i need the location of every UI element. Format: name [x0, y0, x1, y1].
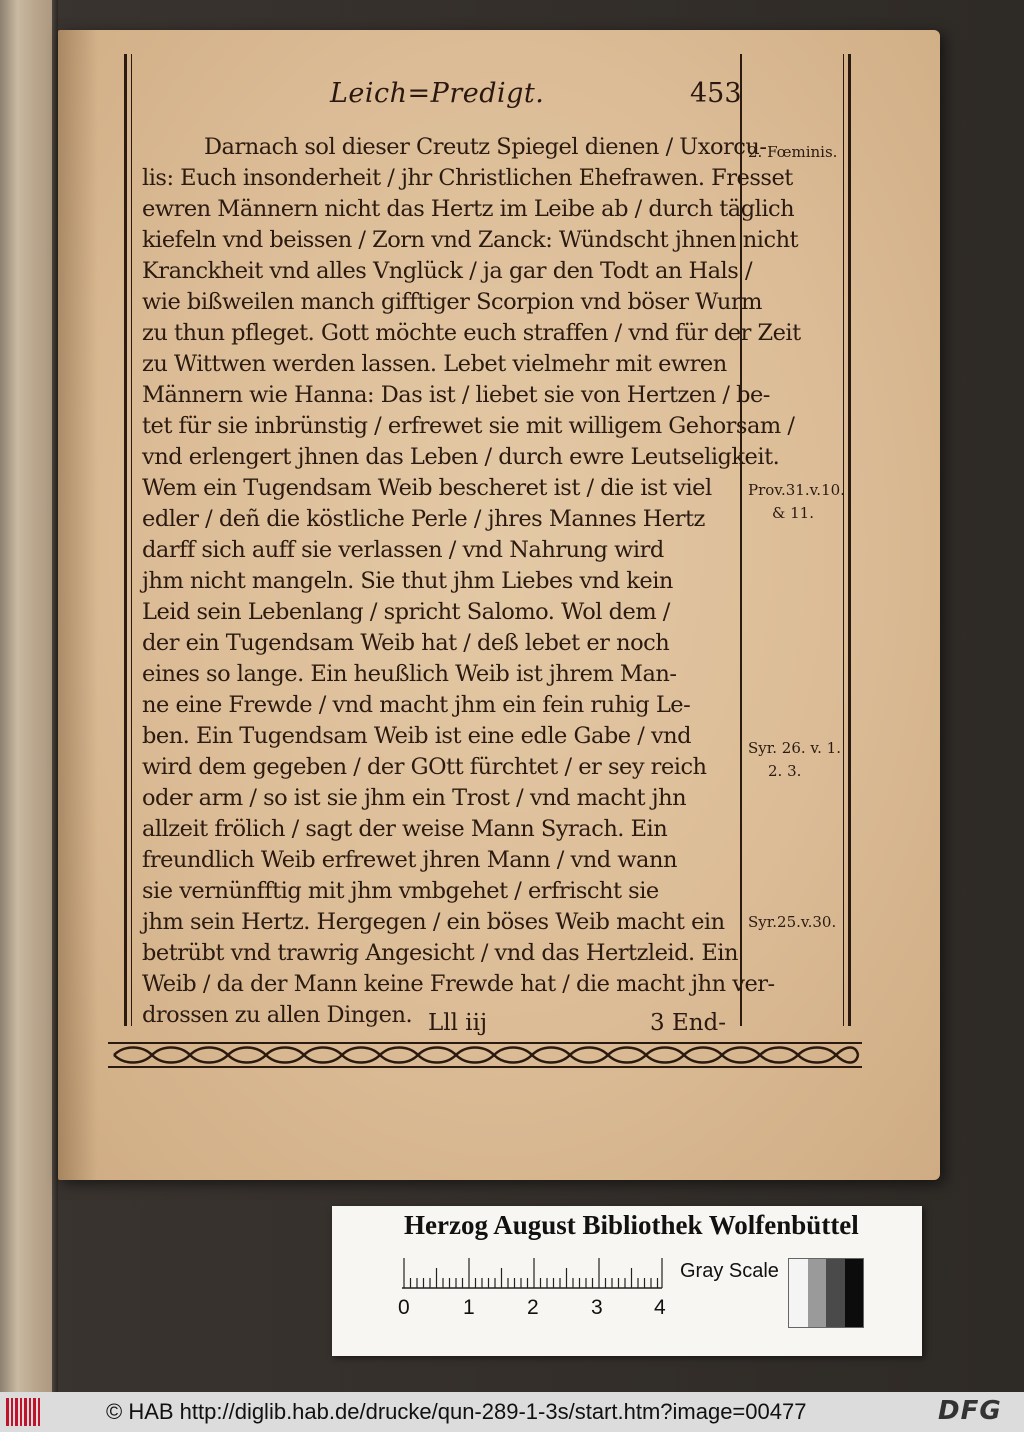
text-line: Weib / da der Mann keine Frewde hat / die macht jhn ver- [142, 971, 775, 997]
text-line: ne eine Frewde / vnd macht jhm ein fein ruhig Le- [142, 692, 691, 718]
text-line: wie bißweilen manch gifftiger Scorpion vnd böser Wurm [142, 289, 762, 315]
margin-note-proverbs-cont: & 11. [772, 504, 814, 522]
text-line: eines so lange. Ein heußlich Weib ist jhrem Man- [142, 661, 677, 687]
text-line: ben. Ein Tugendsam Weib ist eine edle Gabe / vnd [142, 723, 692, 749]
page-frame-rule-right [848, 54, 851, 1026]
scale-digit: 3 [591, 1296, 603, 1319]
barcode-icon [6, 1398, 40, 1426]
text-line: oder arm / so ist sie jhm ein Trost / vnd macht jhn [142, 785, 687, 811]
text-line: tet für sie inbrünstig / erfrewet sie mit willigem Gehorsam / [142, 413, 795, 439]
signature-mark: Lll iij [428, 1010, 488, 1036]
margin-note-sirach-25: Syr.25.v.30. [748, 913, 837, 931]
margin-note-sirach-26-cont: 2. 3. [768, 762, 802, 780]
dfg-logo: DFG [938, 1396, 1002, 1426]
text-line: ewren Männern nicht das Hertz im Leibe ab / durch täglich [142, 196, 795, 222]
library-name: Herzog August Bibliothek Wolfenbüttel [404, 1210, 859, 1240]
measurement-ruler [400, 1254, 672, 1290]
text-line: Leid sein Lebenlang / spricht Salomo. Wol dem / [142, 599, 670, 625]
ornamental-border [108, 1040, 862, 1070]
scale-digit: 4 [654, 1296, 666, 1319]
text-line: vnd erlengert jhnen das Leben / durch ewre Leutseligkeit. [142, 444, 780, 470]
text-line: sie vernünfftig mit jhm vmbgehet / erfrischt sie [142, 878, 659, 904]
text-line: kiefeln vnd beissen / Zorn vnd Zanck: Wündscht jhnen nicht [142, 227, 799, 253]
page-frame-rule-left [124, 54, 127, 1026]
gray-scale-label: Gray Scale [680, 1260, 779, 1282]
margin-note-proverbs: Prov.31.v.10. [748, 481, 845, 499]
text-line: jhm sein Hertz. Hergegen / ein böses Weib macht ein [142, 909, 725, 935]
text-line: der ein Tugendsam Weib hat / deß lebet er noch [142, 630, 670, 656]
gray-scale-swatch [788, 1258, 864, 1328]
scale-digit: 1 [463, 1296, 475, 1319]
page-number: 453 [690, 78, 742, 109]
copyright-url: © HAB http://diglib.hab.de/drucke/qun-289-1-3s/start.htm?image=00477 [106, 1399, 807, 1424]
text-line: drossen zu allen Dingen. [142, 1002, 413, 1028]
text-line: freundlich Weib erfrewet jhren Mann / vnd wann [142, 847, 677, 873]
text-line: darff sich auff sie verlassen / vnd Nahrung wird [142, 537, 664, 563]
margin-note-sirach-26: Syr. 26. v. 1. [748, 739, 841, 757]
margin-note-feminis: 2. Fœminis. [748, 143, 838, 161]
scale-digit: 0 [398, 1296, 410, 1319]
text-line: Darnach sol dieser Creutz Spiegel dienen / Uxorcu- [204, 134, 767, 160]
text-line: zu thun pfleget. Gott möchte euch straffen / vnd für der Zeit [142, 320, 801, 346]
text-line: betrübt vnd trawrig Angesicht / vnd das Hertzleid. Ein [142, 940, 738, 966]
page-frame-rule-right-inner [843, 54, 844, 1026]
catchword: 3 End- [650, 1010, 727, 1036]
text-line: Männern wie Hanna: Das ist / liebet sie von Hertzen / be- [142, 382, 770, 408]
text-line: Kranckheit vnd alles Vnglück / ja gar den Todt an Hals / [142, 258, 753, 284]
text-line: allzeit frölich / sagt der weise Mann Syrach. Ein [142, 816, 668, 842]
scale-digit: 2 [527, 1296, 539, 1319]
text-line: jhm nicht mangeln. Sie thut jhm Liebes vnd kein [142, 568, 673, 594]
running-title: Leich=Predigt. [330, 78, 545, 109]
text-line: edler / deñ die köstliche Perle / jhres Mannes Hertz [142, 506, 705, 532]
text-line: lis: Euch insonderheit / jhr Christlichen Ehefrawen. Fresset [142, 165, 793, 191]
text-line: Wem ein Tugendsam Weib bescheret ist / die ist viel [142, 475, 712, 501]
text-line: wird dem gegeben / der GOtt fürchtet / er sey reich [142, 754, 707, 780]
page-gutter-shadow [58, 30, 98, 1180]
page-frame-rule-left-inner [131, 54, 132, 1026]
book-spine-edge [0, 0, 58, 1392]
text-line: zu Wittwen werden lassen. Lebet vielmehr mit ewren [142, 351, 727, 377]
